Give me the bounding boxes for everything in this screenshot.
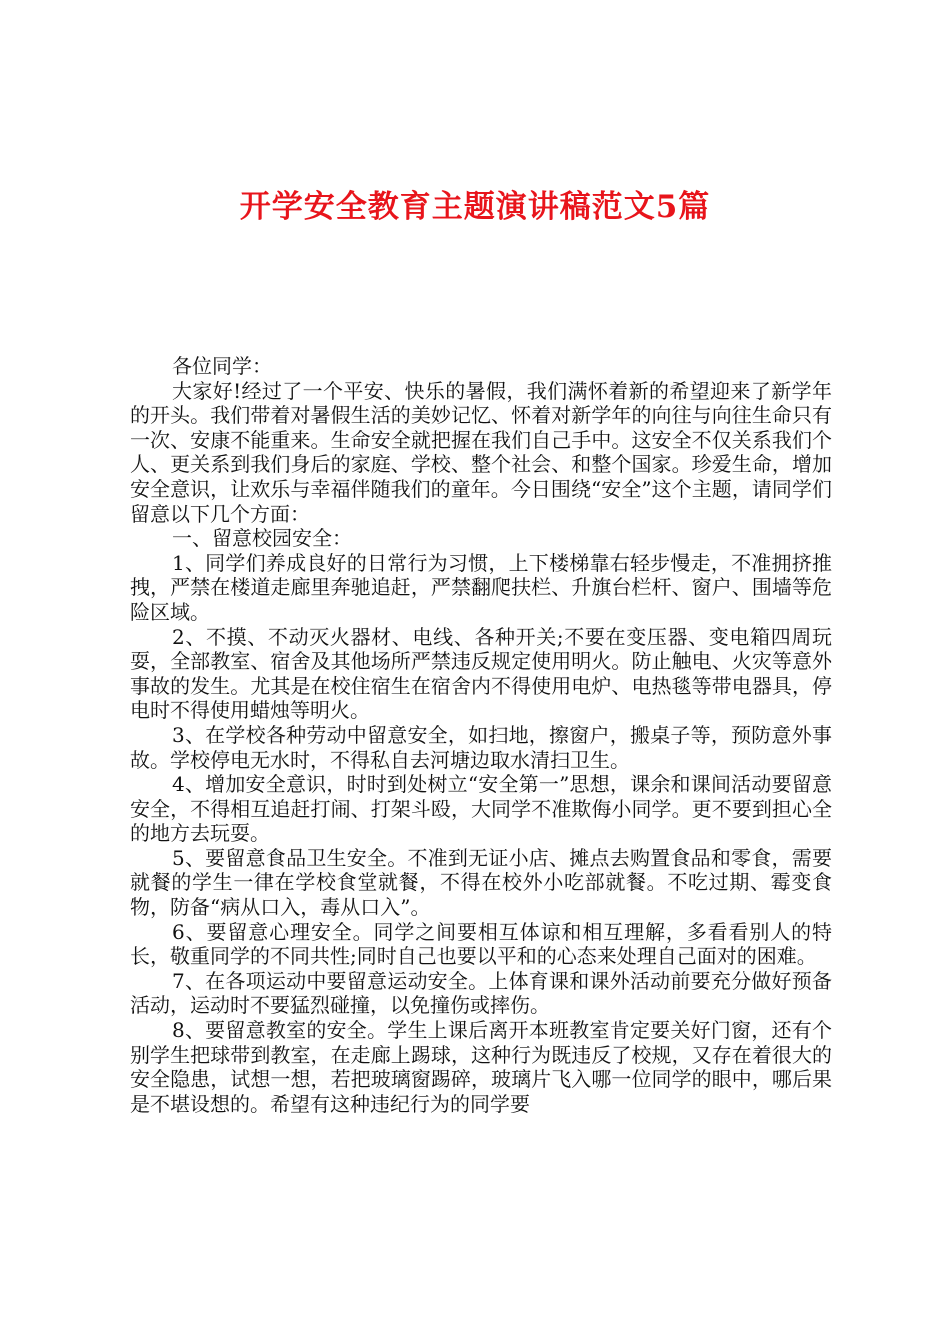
rule-paragraph-8: 8、要留意教室的安全。学生上课后离开本班教室肯定要关好门窗，还有个别学生把球带到教室，在走廊上踢球，这种行为既违反了校规，又存在着很大的安全隐患，试想一想，若把玻璃窗踢碎，玻璃片飞入哪一位同学的眼中，哪后果是不堪设想的。希望有这种违纪行为的同学要 [130, 1018, 832, 1116]
rule-paragraph-1: 1、同学们养成良好的日常行为习惯，上下楼梯靠右轻步慢走，不准拥挤推拽，严禁在楼道走廊里奔驰追赶，严禁翻爬扶栏、升旗台栏杆、窗户、围墙等危险区域。 [130, 550, 832, 624]
document-body [130, 354, 832, 1116]
rule-paragraph-6: 6、要留意心理安全。同学之间要相互体谅和相互理解，多看看别人的特长，敬重同学的不同共性;同时自己也要以平和的心态来处理自己面对的困难。 [130, 919, 832, 969]
document-title: 开学安全教育主题演讲稿范文5篇 [239, 189, 711, 225]
rule-paragraph-4: 4、增加安全意识，时时到处树立“安全第一”思想，课余和课间活动要留意安全，不得相互追赶打闹、打架斗殴，大同学不准欺侮小同学。更不要到担心全的地方去玩耍。 [130, 772, 832, 846]
rule-paragraph-3: 3、在学校各种劳动中留意安全，如扫地，擦窗户，搬桌子等，预防意外事故。学校停电无水时，不得私自去河塘边取水清扫卫生。 [130, 722, 832, 772]
section-heading: 一、留意校园安全： [172, 526, 352, 551]
rule-paragraph-7: 7、在各项运动中要留意运动安全。上体育课和课外活动前要充分做好预备活动，运动时不要猛烈碰撞，以免撞伤或摔伤。 [130, 968, 832, 1018]
salutation-paragraph: 各位同学： [172, 354, 272, 378]
rule-paragraph-2: 2、不摸、不动灭火器材、电线、各种开关;不要在变压器、变电箱四周玩耍，全部教室、宿舍及其他场所严禁违反规定使用明火。防止触电、火灾等意外事故的发生。尤其是在校住宿生在宿舍内不得使用电炉、电热毯等带电器具，停电时不得使用蜡烛等明火。 [130, 624, 832, 723]
intro-paragraph: 大家好!经过了一个平安、快乐的暑假，我们满怀着新的希望迎来了新学年的开头。我们带着对暑假生活的美妙记忆、怀着对新学年的向往与向往生命只有一次、安康不能重来。生命安全就把握在我们自己手中。这安全不仅关系我们个人、更关系到我们身后的家庭、学校、整个社会、和整个国家。珍爱生命，增加安全意识，让欢乐与幸福伴随我们的童年。今日围绕“安全”这个主题，请同学们留意以下几个方面： [130, 378, 832, 526]
rule-paragraph-5: 5、要留意食品卫生安全。不准到无证小店、摊点去购置食品和零食，需要就餐的学生一律在学校食堂就餐，不得在校外小吃部就餐。不吃过期、霉变食物，防备“病从口入，毒从口入”。 [130, 845, 832, 920]
